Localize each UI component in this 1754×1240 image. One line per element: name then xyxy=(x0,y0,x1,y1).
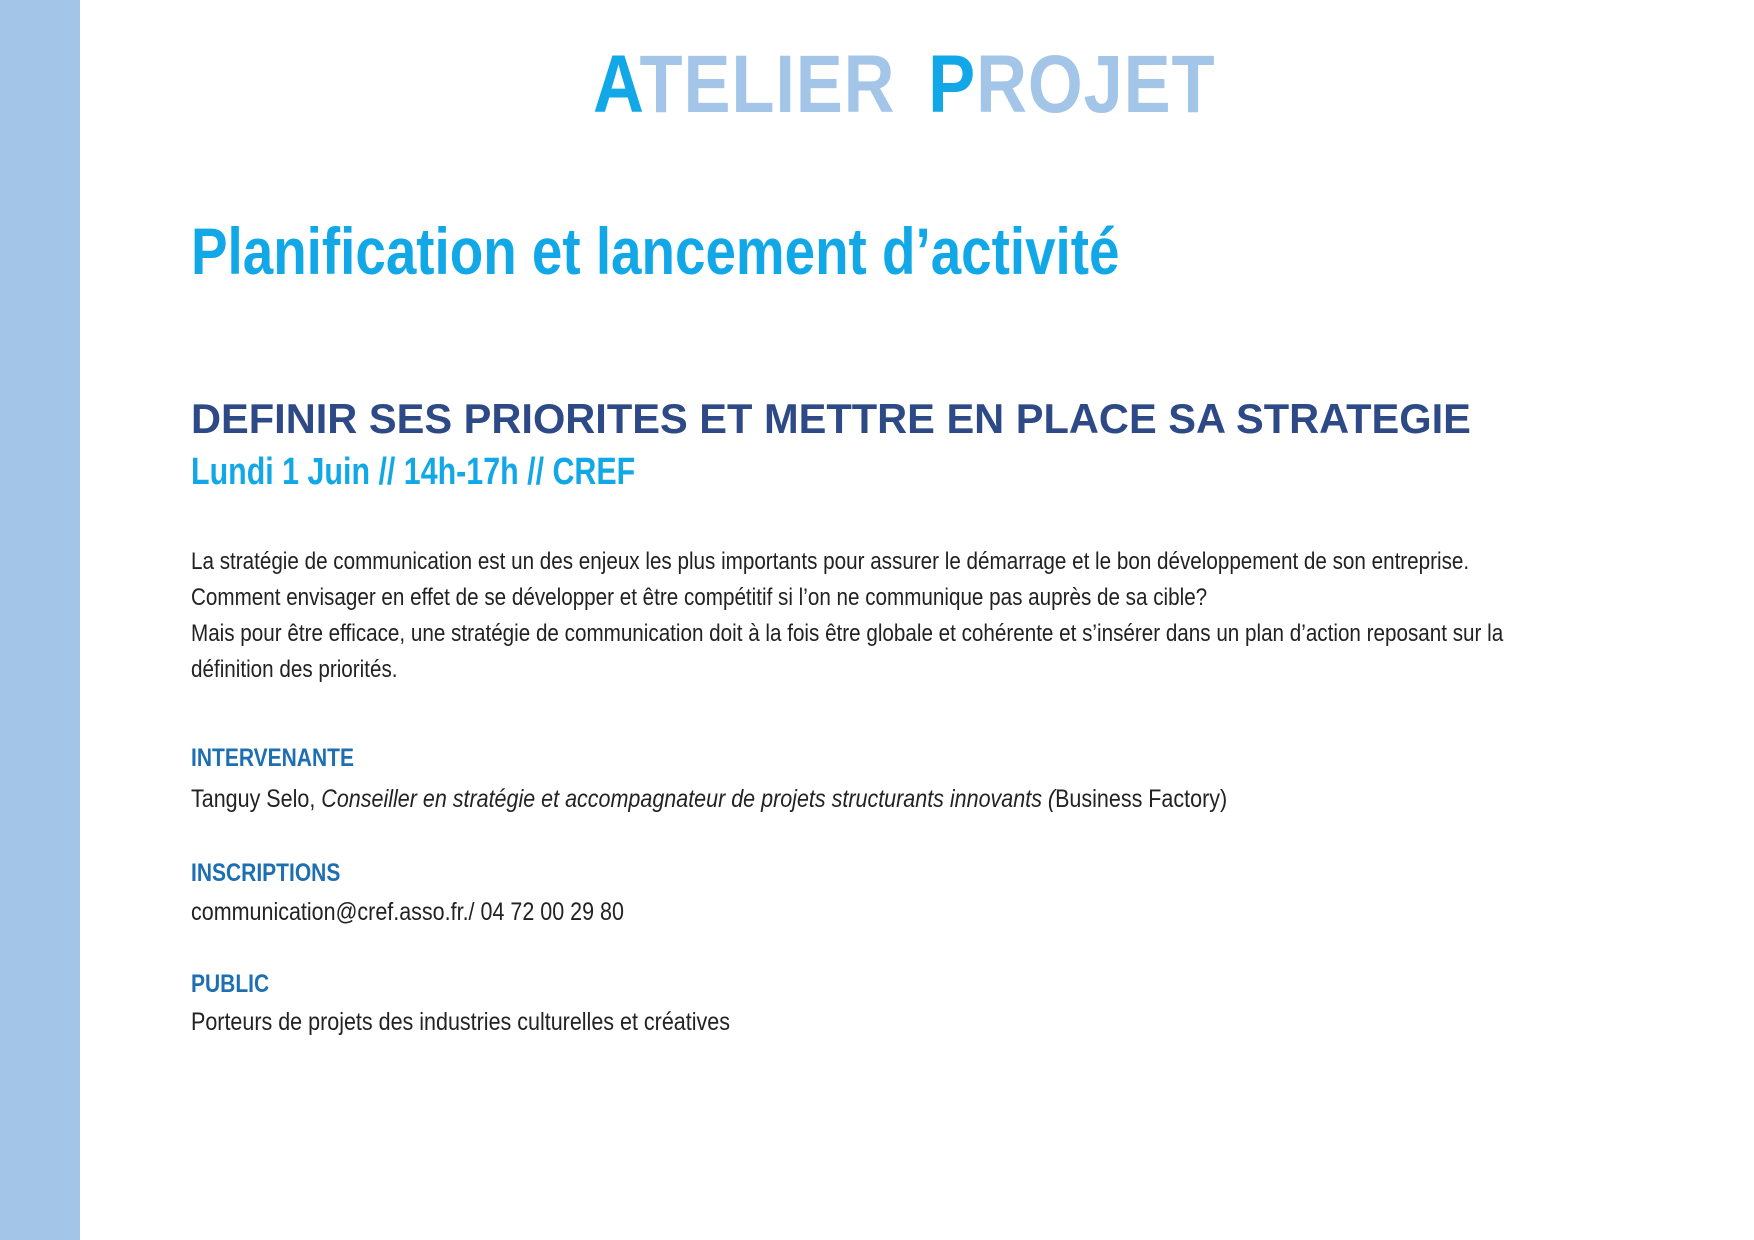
left-accent-bar xyxy=(0,0,80,1240)
intervenante-org: Business Factory) xyxy=(1055,785,1228,813)
title-initial-p: P xyxy=(928,39,977,130)
title-word-2-rest: ROJET xyxy=(976,39,1216,130)
intervenante-details xyxy=(191,787,1227,812)
intervenante-label: INTERVENANTE xyxy=(191,744,354,772)
description-paragraph-1: La stratégie de communication est un des enjeux les plus importants pour assurer le démarrage et le bon développement de son entreprise. Comment envisager en effet de se développer et être compétitif si l’on ne communique pas auprès de sa cible? xyxy=(191,548,1470,611)
intervenante-role: Conseiller en stratégie et accompagnateur de projets structurants innovants ( xyxy=(321,785,1056,813)
event-date-line: Lundi 1 Juin // 14h-17h // CREF xyxy=(191,451,636,493)
description-paragraph-2: Mais pour être efficace, une stratégie de communication doit à la fois être globale et cohérente et s’insérer dans un plan d’action reposant sur la définition des priorités. xyxy=(191,620,1504,683)
public-text: Porteurs de projets des industries culturelles et créatives xyxy=(191,1008,730,1036)
subtitle: Planification et lancement d’activité xyxy=(191,214,1120,288)
inscriptions-label: INSCRIPTIONS xyxy=(191,859,341,887)
intervenante-name: Tanguy Selo, xyxy=(191,785,322,813)
inscriptions-contact[interactable]: communication@cref.asso.fr./ 04 72 00 29 80 xyxy=(191,898,624,926)
title-word-1-rest: TELIER xyxy=(639,39,896,130)
section-heading: DEFINIR SES PRIORITES ET METTRE EN PLACE SA STRATEGIE xyxy=(191,395,1471,442)
page-title xyxy=(593,39,1216,130)
public-label: PUBLIC xyxy=(191,970,270,998)
title-initial-a: A xyxy=(593,39,640,130)
description xyxy=(191,544,1558,688)
